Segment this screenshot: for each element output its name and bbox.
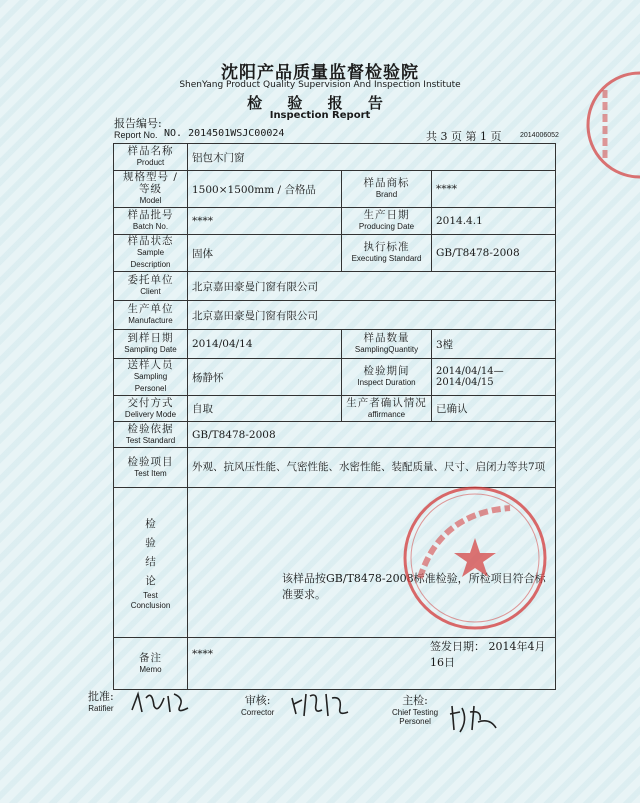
value-affirm: 已确认 [432, 396, 556, 422]
label-test-item: 检验项目 Test Item [114, 448, 188, 488]
value-brand: **** [432, 171, 556, 208]
row-product [114, 144, 556, 171]
corrector-signature-icon [288, 688, 352, 720]
value-test-std: GB/T8478-2008 [188, 422, 556, 448]
document-code: 2014006052 [520, 132, 559, 139]
value-personnel: 杨静怀 [188, 359, 342, 396]
value-manufacture: 北京嘉田豪曼门窗有限公司 [188, 301, 556, 330]
label-batch: 样品批号 Batch No. [114, 208, 188, 235]
page-count: 共 3 页 第 1 页 [426, 130, 502, 143]
row-client [114, 272, 556, 301]
label-test-std: 检验依据 Test Standard [114, 422, 188, 448]
value-sample-desc: 固体 [188, 235, 342, 272]
value-model: 1500×1500mm / 合格品 [188, 171, 342, 208]
label-affirm: 生产者确认情况 affirmance [342, 396, 432, 422]
report-no-label-en: Report No. [114, 130, 158, 140]
report-title-en: Inspection Report [269, 110, 371, 121]
value-duration: 2014/04/14—2014/04/15 [432, 359, 556, 396]
ratifier-label: 批准: Ratifier [88, 690, 114, 713]
value-sampling-date: 2014/04/14 [188, 330, 342, 359]
value-producing-date: 2014.4.1 [432, 208, 556, 235]
label-sampling-date: 到样日期 Sampling Date [114, 330, 188, 359]
institute-title: 沈阳产品质量监督检验院 [221, 63, 419, 83]
row-batch [114, 208, 556, 235]
chief-signature-icon [446, 700, 502, 736]
institute-title-en: ShenYang Product Quality Supervision And Inspection Institute [179, 80, 461, 90]
value-test-item: 外观、抗风压性能、气密性能、水密性能、装配质量、尺寸、启闭力等共7项 [188, 448, 556, 488]
value-batch: **** [188, 208, 342, 235]
label-brand: 样品商标 Brand [342, 171, 432, 208]
report-no-value: NO. 2014501WSJC00024 [164, 128, 285, 139]
label-memo: 备注 Memo [114, 638, 188, 690]
value-product: 铝包木门窗 [188, 144, 556, 171]
value-client: 北京嘉田豪曼门窗有限公司 [188, 272, 556, 301]
row-manufacture [114, 301, 556, 330]
value-exec-std: GB/T8478-2008 [432, 235, 556, 272]
label-client: 委托单位 Client [114, 272, 188, 301]
official-seal-icon [400, 483, 550, 633]
row-personnel [114, 359, 556, 396]
corrector-label: 审核: Corrector [241, 694, 275, 717]
label-personnel: 送样人员 Sampling Personel [114, 359, 188, 396]
conclusion-text: 该样品按GB/T8478-2008标准检验，所检项目符合标准要求。 [282, 572, 546, 601]
chief-label: 主检: Chief Testing Personel [392, 694, 439, 726]
row-delivery [114, 396, 556, 422]
issue-date: 签发日期： 2014年4月16日 [430, 640, 546, 669]
value-quantity: 3樘 [432, 330, 556, 359]
row-test-std [114, 422, 556, 448]
row-model [114, 171, 556, 208]
ratifier-signature-icon [128, 688, 198, 718]
report-title: 检 验 报 告 [247, 94, 393, 112]
label-duration: 检验期间 Inspect Duration [342, 359, 432, 396]
label-model: 规格型号 / 等级 Model [114, 171, 188, 208]
value-delivery: 自取 [188, 396, 342, 422]
label-quantity: 样品数量 SamplingQuantity [342, 330, 432, 359]
report-no-label: 报告编号: [114, 117, 162, 130]
row-sampling-date [114, 330, 556, 359]
label-producing-date: 生产日期 Producing Date [342, 208, 432, 235]
row-test-item [114, 448, 556, 488]
value-memo: **** [188, 638, 556, 690]
row-sample-desc [114, 235, 556, 272]
label-exec-std: 执行标准 Executing Standard [342, 235, 432, 272]
edge-seal-icon [585, 60, 640, 190]
label-delivery: 交付方式 Delivery Mode [114, 396, 188, 422]
label-conclusion: 检 验 结 论 Test Conclusion [114, 488, 188, 638]
label-sample-desc: 样品状态 Sample Description [114, 235, 188, 272]
label-manufacture: 生产单位 Manufacture [114, 301, 188, 330]
label-product: 样品名称 Product [114, 144, 188, 171]
